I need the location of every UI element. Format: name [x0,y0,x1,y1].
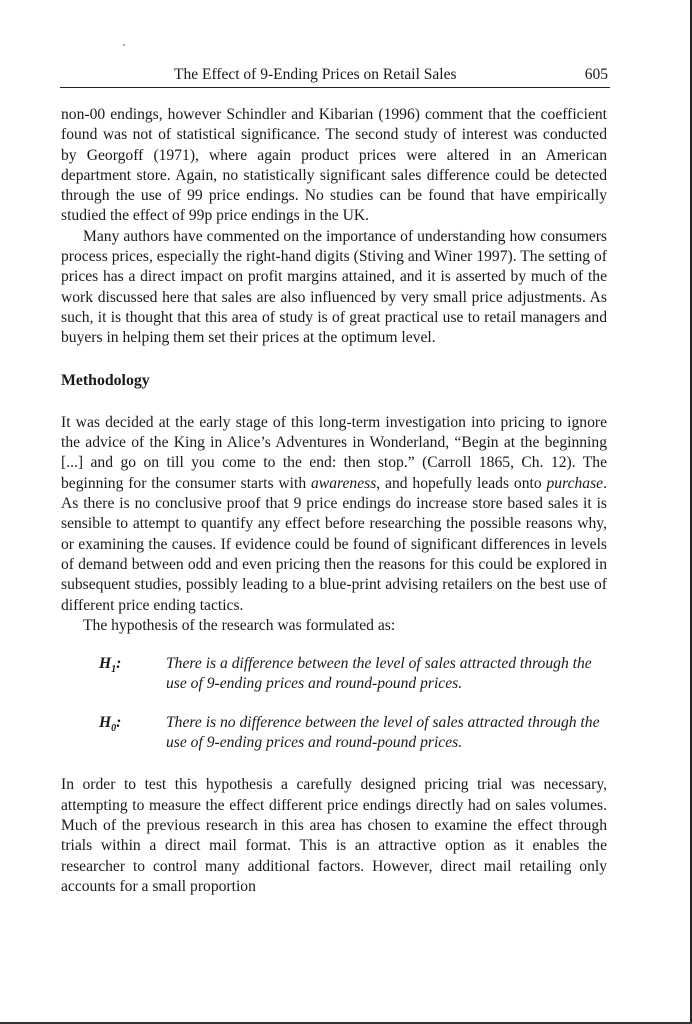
hypothesis-text: There is a difference between the level of sales attracted through the use of 9-ending prices and round-pound prices. [166,655,592,693]
hypothesis-label: $H_1$: [99,655,122,676]
paragraph: The hypothesis of the research was formulated as: [83,616,396,634]
hypothesis-label: $H_0$: [99,713,122,734]
hypothesis-h1 [99,654,607,695]
page-number: 605 [584,66,608,83]
section-heading: Methodology [61,371,150,389]
emphasis: purchase [546,474,604,492]
paragraph-text: . As there is no conclusive proof that 9 price endings do increase store based sales it is sensible to attempt to quantify any effect before researching the possible reasons why, or examining the causes. If evidence could be found of significant differences in levels of demand between odd and even pricing then the reasons for this could be explored in subsequent studies, possibly leading to a blue-print advising retailers on the best use of different price ending tactics. [61,474,607,614]
running-header [60,63,610,88]
paragraph: non-00 endings, however Schindler and Kibarian (1996) comment that the coefficient found was not of statistical significance. The second study of interest was conducted by Georgoff (1971), where again product prices were altered in an American department store. Again, no statistically significant sales difference could be detected through the use of 99 price endings. No studies can be found that have empirically studied the effect of 99p price endings in the UK. [61,106,607,225]
hypothesis-h0 [99,713,607,754]
paragraph: In order to test this hypothesis a carefully designed pricing trial was necessary, attempting to measure the effect different price endings directly had on sales volumes. Much of the previous research in this area has chosen to examine the effect through trials within a direct mail format. This is an attractive option as it enables the researcher to control many additional factors. However, direct mail retailing only accounts for a small proportion [61,776,607,895]
hypothesis-text: There is no difference between the level of sales attracted through the use of 9-ending prices and round-pound prices. [166,713,600,752]
paragraph-text: It was decided at the early stage of this long-term investigation into pricing to ignore the advice of the King in Alice’s Adventures in Wonderland, “Begin at the beginning [...] and go on till you come to the end: then stop.” (Carroll 1865, Ch. 12). The beginning for the consumer starts with [61,413,607,492]
paragraph-text: , and hopefully leads onto [376,474,547,492]
paragraph [61,413,607,616]
body-text [61,105,607,897]
running-title: The Effect of 9-Ending Prices on Retail Sales [174,66,457,83]
paragraph: Many authors have commented on the importance of understanding how consumers process prices, especially the right-hand digits (Stiving and Winer 1997). The setting of prices has a direct impact on profit margins attained, and it is asserted by much of the work discussed here that sales are also influenced by very small price adjustments. As such, it is thought that this area of study is of great practical use to retail managers and buyers in helping them set their prices at the optimum level. [61,227,607,347]
scan-speck [123,44,125,46]
emphasis: awareness [311,474,377,492]
